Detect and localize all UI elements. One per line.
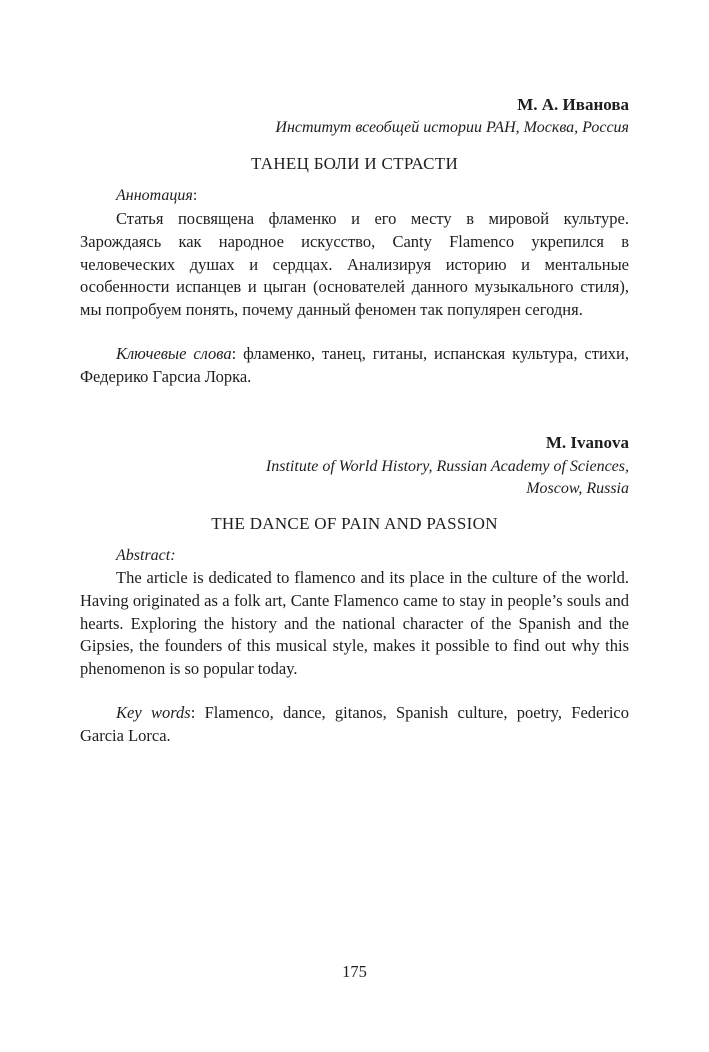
en-title: THE DANCE OF PAIN AND PASSION: [211, 514, 498, 533]
en-abstract-label: Abstract:: [116, 547, 176, 564]
ru-abstract-label-text: Аннотация: [116, 187, 193, 204]
ru-abstract-label: [80, 185, 629, 207]
en-keywords: [80, 702, 629, 748]
en-affiliation-line1: Institute of World History, Russian Academy of Sciences,: [265, 458, 629, 475]
en-abstract-text: The article is dedicated to flamenco and its place in the culture of the world. Having originated as a folk art, Cante Flamenco came to stay in people’s souls and hearts. Exploring the history and the national character of the Spanish and the Gipsies, the founders of this musical style, makes it possible to find out why this phenomenon is so popular today.: [80, 568, 629, 679]
page-number: 175: [342, 962, 367, 981]
ru-keywords-text: : фламенко, танец, гитаны, испанская культура, стихи, Федерико Гарсиа Лорка.: [80, 344, 629, 386]
en-affiliation-line2: Moscow, Russia: [526, 480, 629, 497]
en-keywords-text: : Flamenco, dance, gitanos, Spanish culture, poetry, Federico Garcia Lorca.: [80, 703, 630, 745]
ru-abstract-label-punct: :: [192, 187, 198, 204]
ru-title: ТАНЕЦ БОЛИ И СТРАСТИ: [250, 154, 459, 173]
ru-keywords-label: Ключевые слова: [116, 344, 232, 363]
ru-abstract-text: Статья посвящена фламенко и его месту в мировой культуре. Зарождаясь как народное искусство, Canty Flamenco укрепился в человеческих душах и сердцах. Анализируя историю и ментальные особенности испанцев и цыган (основателей данного музыкального стиля), мы попробуем понять, почему данный феномен так популярен сегодня.: [80, 209, 629, 320]
ru-keywords: [80, 343, 629, 389]
ru-author: М. А. Иванова: [517, 95, 629, 114]
ru-affiliation: Институт всеобщей истории РАН, Москва, Россия: [275, 119, 629, 136]
en-author: M. Ivanova: [545, 433, 629, 452]
en-keywords-label: Key words: [116, 703, 191, 722]
